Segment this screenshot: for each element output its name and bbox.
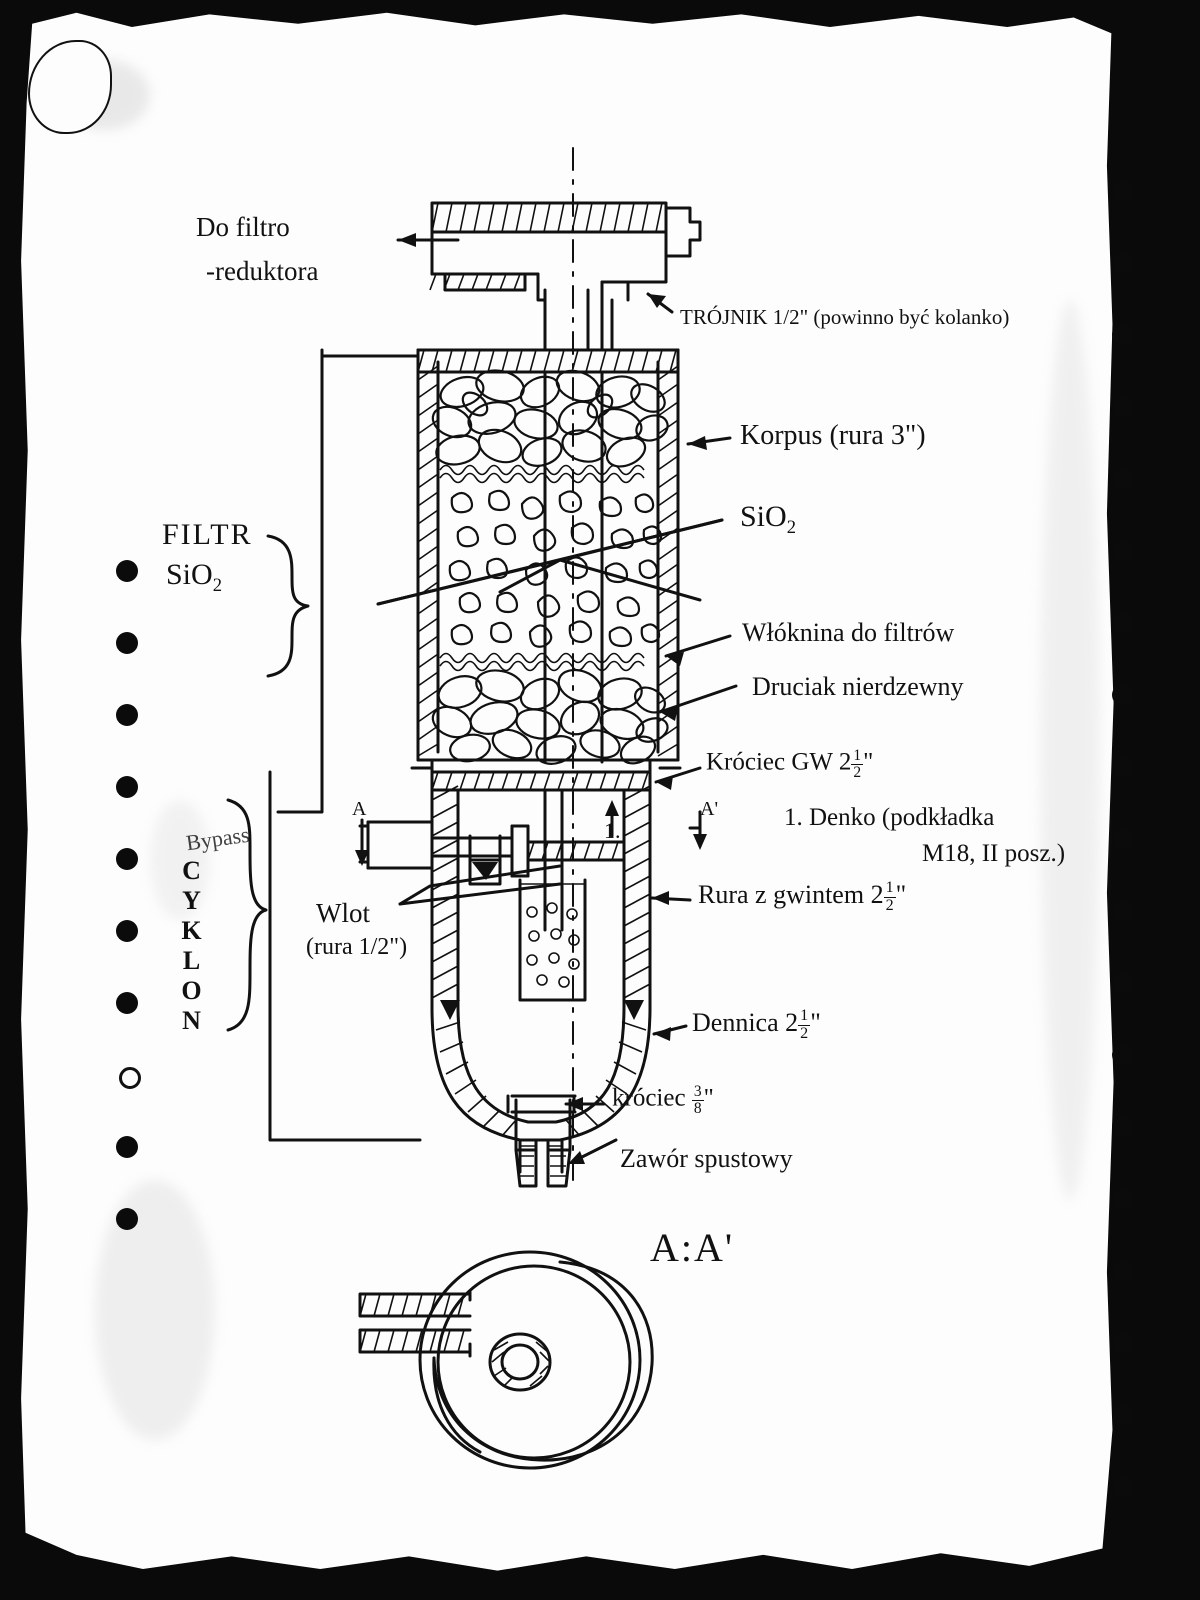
label-bottom-plate-line1: 1. Denko (podkładka	[784, 804, 995, 831]
label-port-small	[612, 1084, 714, 1116]
label-threaded-pipe-den: 2	[885, 896, 894, 914]
label-bottom-plate-line2: M18, II posz.)	[922, 840, 1066, 867]
dished-end	[432, 1000, 650, 1140]
label-dished-end-text: Dennica 2	[692, 1008, 799, 1037]
label-wire: Druciak nierdzewny	[752, 672, 964, 701]
callout-one: 1.	[604, 818, 621, 843]
label-bypass: Bypass	[184, 821, 251, 856]
label-threaded-pipe	[698, 880, 906, 914]
label-port-gw-num: 1	[853, 747, 862, 764]
label-dished-end-num: 1	[800, 1007, 809, 1025]
section-title: A:A'	[650, 1225, 735, 1270]
label-tee: TRÓJNIK 1/2" (powinno być kolanko)	[680, 305, 1010, 329]
label-port-small-num: 3	[693, 1083, 702, 1100]
label-sio2-text: SiO	[740, 500, 787, 533]
label-to-filter-line2: -reduktora	[206, 256, 319, 286]
section-mark-right: A'	[700, 798, 719, 820]
label-filter-brace-line2	[166, 558, 222, 597]
label-drain-valve: Zawór spustowy	[620, 1144, 793, 1173]
label-filter-brace-sub: 2	[212, 575, 222, 596]
sio2-granules-upper	[450, 491, 661, 647]
bottom-flange	[412, 760, 680, 790]
label-port-small-text: króciec	[612, 1084, 686, 1112]
label-dished-end-unit: "	[810, 1008, 821, 1037]
label-port-gw	[706, 748, 873, 780]
section-mark-left: A	[352, 798, 367, 820]
label-filter-brace-sio2: SiO	[166, 558, 213, 591]
wire-mesh-bottom	[428, 664, 671, 768]
label-port-small-unit: "	[703, 1084, 714, 1112]
top-tee-assembly	[430, 203, 700, 350]
inlet-pipe	[360, 822, 624, 884]
label-nonwoven: Włóknina do filtrów	[742, 618, 955, 647]
label-threaded-pipe-text: Rura z gwintem 2	[698, 880, 884, 909]
label-inlet-line2: (rura 1/2")	[306, 934, 408, 960]
label-dished-end	[692, 1008, 821, 1042]
section-view	[360, 1252, 652, 1468]
label-filter-brace-line1: FILTR	[162, 518, 253, 551]
label-port-gw-den: 2	[853, 763, 862, 781]
wire-mesh-top	[428, 365, 671, 472]
label-dished-end-den: 2	[800, 1024, 809, 1042]
label-port-small-den: 8	[693, 1099, 702, 1117]
label-cyclone: CYKLON	[177, 856, 206, 1036]
label-inlet-line1: Wlot	[316, 898, 370, 928]
label-threaded-pipe-unit: "	[895, 880, 907, 909]
label-sio2-sub: 2	[786, 517, 796, 538]
label-sio2	[740, 500, 796, 539]
label-body: Korpus (rura 3")	[740, 420, 926, 451]
label-port-gw-text: Króciec GW 2	[706, 748, 852, 776]
label-threaded-pipe-num: 1	[885, 879, 894, 897]
label-to-filter-line1: Do filtro	[196, 212, 290, 242]
label-port-gw-unit: "	[863, 748, 874, 776]
